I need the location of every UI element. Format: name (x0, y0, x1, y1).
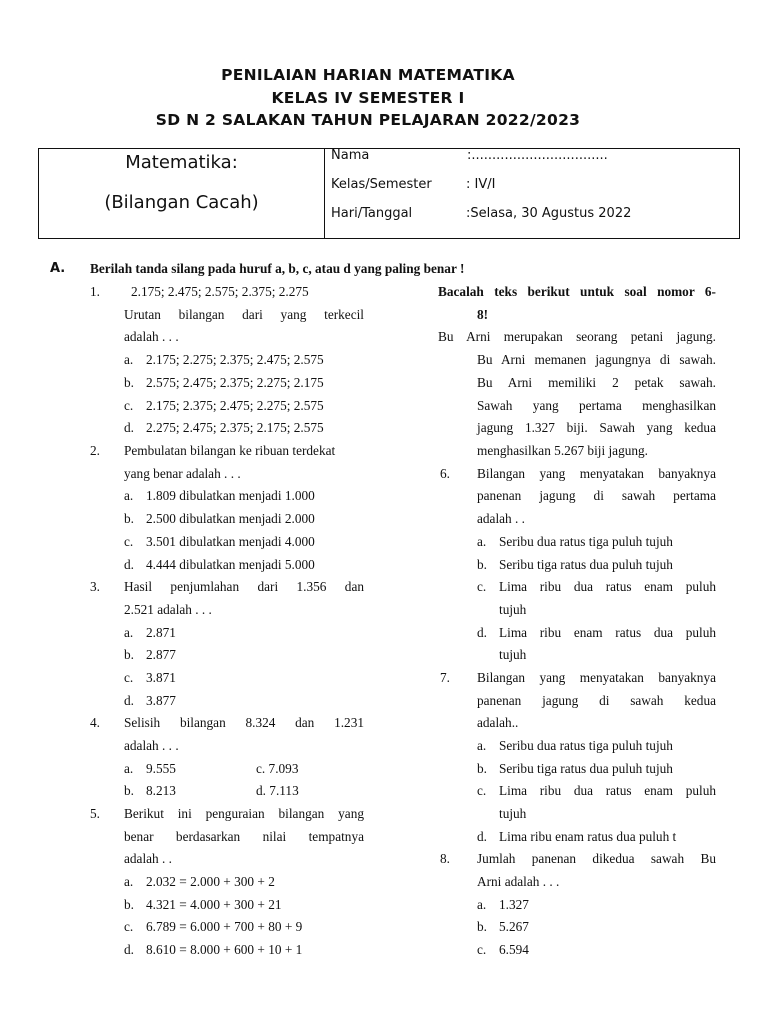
q7-stem-line1: Bilangan yang menyatakan banyaknya (477, 670, 716, 685)
q8-stem-line1: Jumlah panenan dikedua sawah Bu (477, 851, 716, 866)
section-instruction: Berilah tanda silang pada huruf a, b, c, atau d yang paling benar ! (90, 261, 465, 276)
q6-option-c-line1: Lima ribu dua ratus enam puluh (499, 579, 716, 594)
kelas-value: : IV/I (466, 177, 496, 192)
q1-stem-line2: adalah . . . (124, 329, 179, 344)
q3-option-d-letter: d. (124, 693, 134, 708)
q2-option-a: 1.809 dibulatkan menjadi 1.000 (146, 488, 315, 503)
q6-option-c-letter: c. (477, 579, 487, 594)
reading-heading-line2: 8! (477, 307, 489, 322)
q8-option-a: 1.327 (499, 897, 529, 912)
q3-stem-line1: Hasil penjumlahan dari 1.356 dan (124, 579, 364, 594)
subject-title: Matematika: (125, 152, 238, 173)
q1-number: 1. (90, 284, 100, 299)
q2-stem-line1: Pembulatan bilangan ke ribuan terdekat (124, 443, 336, 458)
q8-option-c: 6.594 (499, 942, 529, 957)
header-line-1: PENILAIAN HARIAN MATEMATIKA (221, 66, 515, 84)
reading-line1: Bu Arni merupakan seorang petani jagung. (438, 329, 716, 344)
q4-number: 4. (90, 715, 100, 730)
nama-value: :................................. (467, 148, 608, 163)
q3-option-a: 2.871 (146, 625, 176, 640)
q7-option-d: Lima ribu enam ratus dua puluh t (499, 829, 677, 844)
q1-option-a: 2.175; 2.275; 2.375; 2.475; 2.575 (146, 352, 324, 367)
q2-option-d: 4.444 dibulatkan menjadi 5.000 (146, 557, 315, 572)
q2-option-b-letter: b. (124, 511, 134, 526)
reading-line4: Sawah yang pertama menghasilkan (477, 398, 716, 413)
q2-option-d-letter: d. (124, 557, 134, 572)
q5-option-a-letter: a. (124, 874, 134, 889)
header-line-3: SD N 2 SALAKAN TAHUN PELAJARAN 2022/2023 (155, 111, 581, 129)
q1-option-b-letter: b. (124, 375, 134, 390)
q4-stem-line1: Selisih bilangan 8.324 dan 1.231 (124, 715, 364, 730)
q5-stem-line2: benar berdasarkan nilai tempatnya (124, 829, 364, 844)
q6-number: 6. (440, 466, 450, 481)
q2-number: 2. (90, 443, 100, 458)
q6-option-d-letter: d. (477, 625, 487, 640)
q8-option-b: 5.267 (499, 919, 529, 934)
q2-option-a-letter: a. (124, 488, 134, 503)
box-divider (324, 149, 325, 238)
reading-line3: Bu Arni memiliki 2 petak sawah. (477, 375, 716, 390)
q6-option-c-line2: tujuh (499, 602, 527, 617)
q6-stem-line1: Bilangan yang menyatakan banyaknya (477, 466, 716, 481)
q5-option-d: 8.610 = 8.000 + 600 + 10 + 1 (146, 942, 303, 957)
q4-option-a: 9.555 (146, 761, 176, 776)
q8-option-b-letter: b. (477, 919, 487, 934)
reading-line6: menghasilkan 5.267 biji jagung. (477, 443, 648, 458)
q6-option-b: Seribu tiga ratus dua puluh tujuh (499, 557, 673, 572)
q3-stem-line2: 2.521 adalah . . . (124, 602, 212, 617)
section-letter: A. (50, 261, 66, 276)
q7-option-c-letter: c. (477, 783, 487, 798)
q6-stem-line2: panenan jagung di sawah pertama (477, 488, 716, 503)
kelas-label: Kelas/Semester (331, 177, 432, 192)
q5-option-b: 4.321 = 4.000 + 300 + 21 (146, 897, 282, 912)
q1-option-d-letter: d. (124, 420, 134, 435)
q3-option-c-letter: c. (124, 670, 134, 685)
q7-number: 7. (440, 670, 450, 685)
q8-number: 8. (440, 851, 450, 866)
q1-option-b: 2.575; 2.475; 2.375; 2.275; 2.175 (146, 375, 324, 390)
q1-option-d: 2.275; 2.475; 2.375; 2.175; 2.575 (146, 420, 324, 435)
q4-option-d: d. 7.113 (256, 783, 299, 798)
header-line-2: KELAS IV SEMESTER I (271, 89, 465, 107)
reading-heading-line1: Bacalah teks berikut untuk soal nomor 6- (438, 284, 716, 299)
q7-stem-line3: adalah.. (477, 715, 519, 730)
q8-option-a-letter: a. (477, 897, 487, 912)
q5-number: 5. (90, 806, 100, 821)
q3-option-b-letter: b. (124, 647, 134, 662)
q8-option-c-letter: c. (477, 942, 487, 957)
reading-line5: jagung 1.327 biji. Sawah yang kedua (477, 420, 716, 435)
q8-stem-line2: Arni adalah . . . (477, 874, 560, 889)
q7-stem-line2: panenan jagung di sawah kedua (477, 693, 716, 708)
q7-option-b-letter: b. (477, 761, 487, 776)
hari-label: Hari/Tanggal (331, 206, 413, 221)
q5-stem-line3: adalah . . (124, 851, 172, 866)
q5-option-c: 6.789 = 6.000 + 700 + 80 + 9 (146, 919, 303, 934)
identity-box (38, 148, 740, 239)
q3-option-c: 3.871 (146, 670, 176, 685)
q7-option-a: Seribu dua ratus tiga puluh tujuh (499, 738, 673, 753)
q3-option-a-letter: a. (124, 625, 134, 640)
q3-number: 3. (90, 579, 100, 594)
q6-option-a-letter: a. (477, 534, 487, 549)
q3-option-b: 2.877 (146, 647, 176, 662)
q3-option-d: 3.877 (146, 693, 176, 708)
q5-stem-line1: Berikut ini penguraian bilangan yang (124, 806, 364, 821)
q2-option-c: 3.501 dibulatkan menjadi 4.000 (146, 534, 315, 549)
q6-option-d-line2: tujuh (499, 647, 527, 662)
q6-option-b-letter: b. (477, 557, 487, 572)
q1-option-a-letter: a. (124, 352, 134, 367)
q7-option-c-line1: Lima ribu dua ratus enam puluh (499, 783, 716, 798)
q5-option-a: 2.032 = 2.000 + 300 + 2 (146, 874, 275, 889)
q4-option-a-letter: a. (124, 761, 134, 776)
q2-option-b: 2.500 dibulatkan menjadi 2.000 (146, 511, 315, 526)
q2-stem-line2: yang benar adalah . . . (124, 466, 241, 481)
subject-topic: (Bilangan Cacah) (104, 192, 259, 213)
q7-option-d-letter: d. (477, 829, 487, 844)
q4-stem-line2: adalah . . . (124, 738, 179, 753)
q6-option-d-line1: Lima ribu enam ratus dua puluh (499, 625, 716, 640)
q7-option-a-letter: a. (477, 738, 487, 753)
q6-stem-line3: adalah . . (477, 511, 525, 526)
nama-label: Nama (331, 148, 370, 163)
q7-option-c-line2: tujuh (499, 806, 527, 821)
q6-option-a: Seribu dua ratus tiga puluh tujuh (499, 534, 673, 549)
q5-option-b-letter: b. (124, 897, 134, 912)
q2-option-c-letter: c. (124, 534, 134, 549)
q4-option-b: 8.213 (146, 783, 176, 798)
q5-option-c-letter: c. (124, 919, 134, 934)
q1-option-c-letter: c. (124, 398, 134, 413)
reading-line2: Bu Arni memanen jagungnya di sawah. (477, 352, 716, 367)
hari-value: :Selasa, 30 Agustus 2022 (466, 206, 632, 221)
q5-option-d-letter: d. (124, 942, 134, 957)
q1-data: 2.175; 2.475; 2.575; 2.375; 2.275 (131, 284, 309, 299)
q1-stem-line1: Urutan bilangan dari yang terkecil (124, 307, 364, 322)
q4-option-c: c. 7.093 (256, 761, 299, 776)
q1-option-c: 2.175; 2.375; 2.475; 2.275; 2.575 (146, 398, 324, 413)
q7-option-b: Seribu tiga ratus dua puluh tujuh (499, 761, 673, 776)
q4-option-b-letter: b. (124, 783, 134, 798)
